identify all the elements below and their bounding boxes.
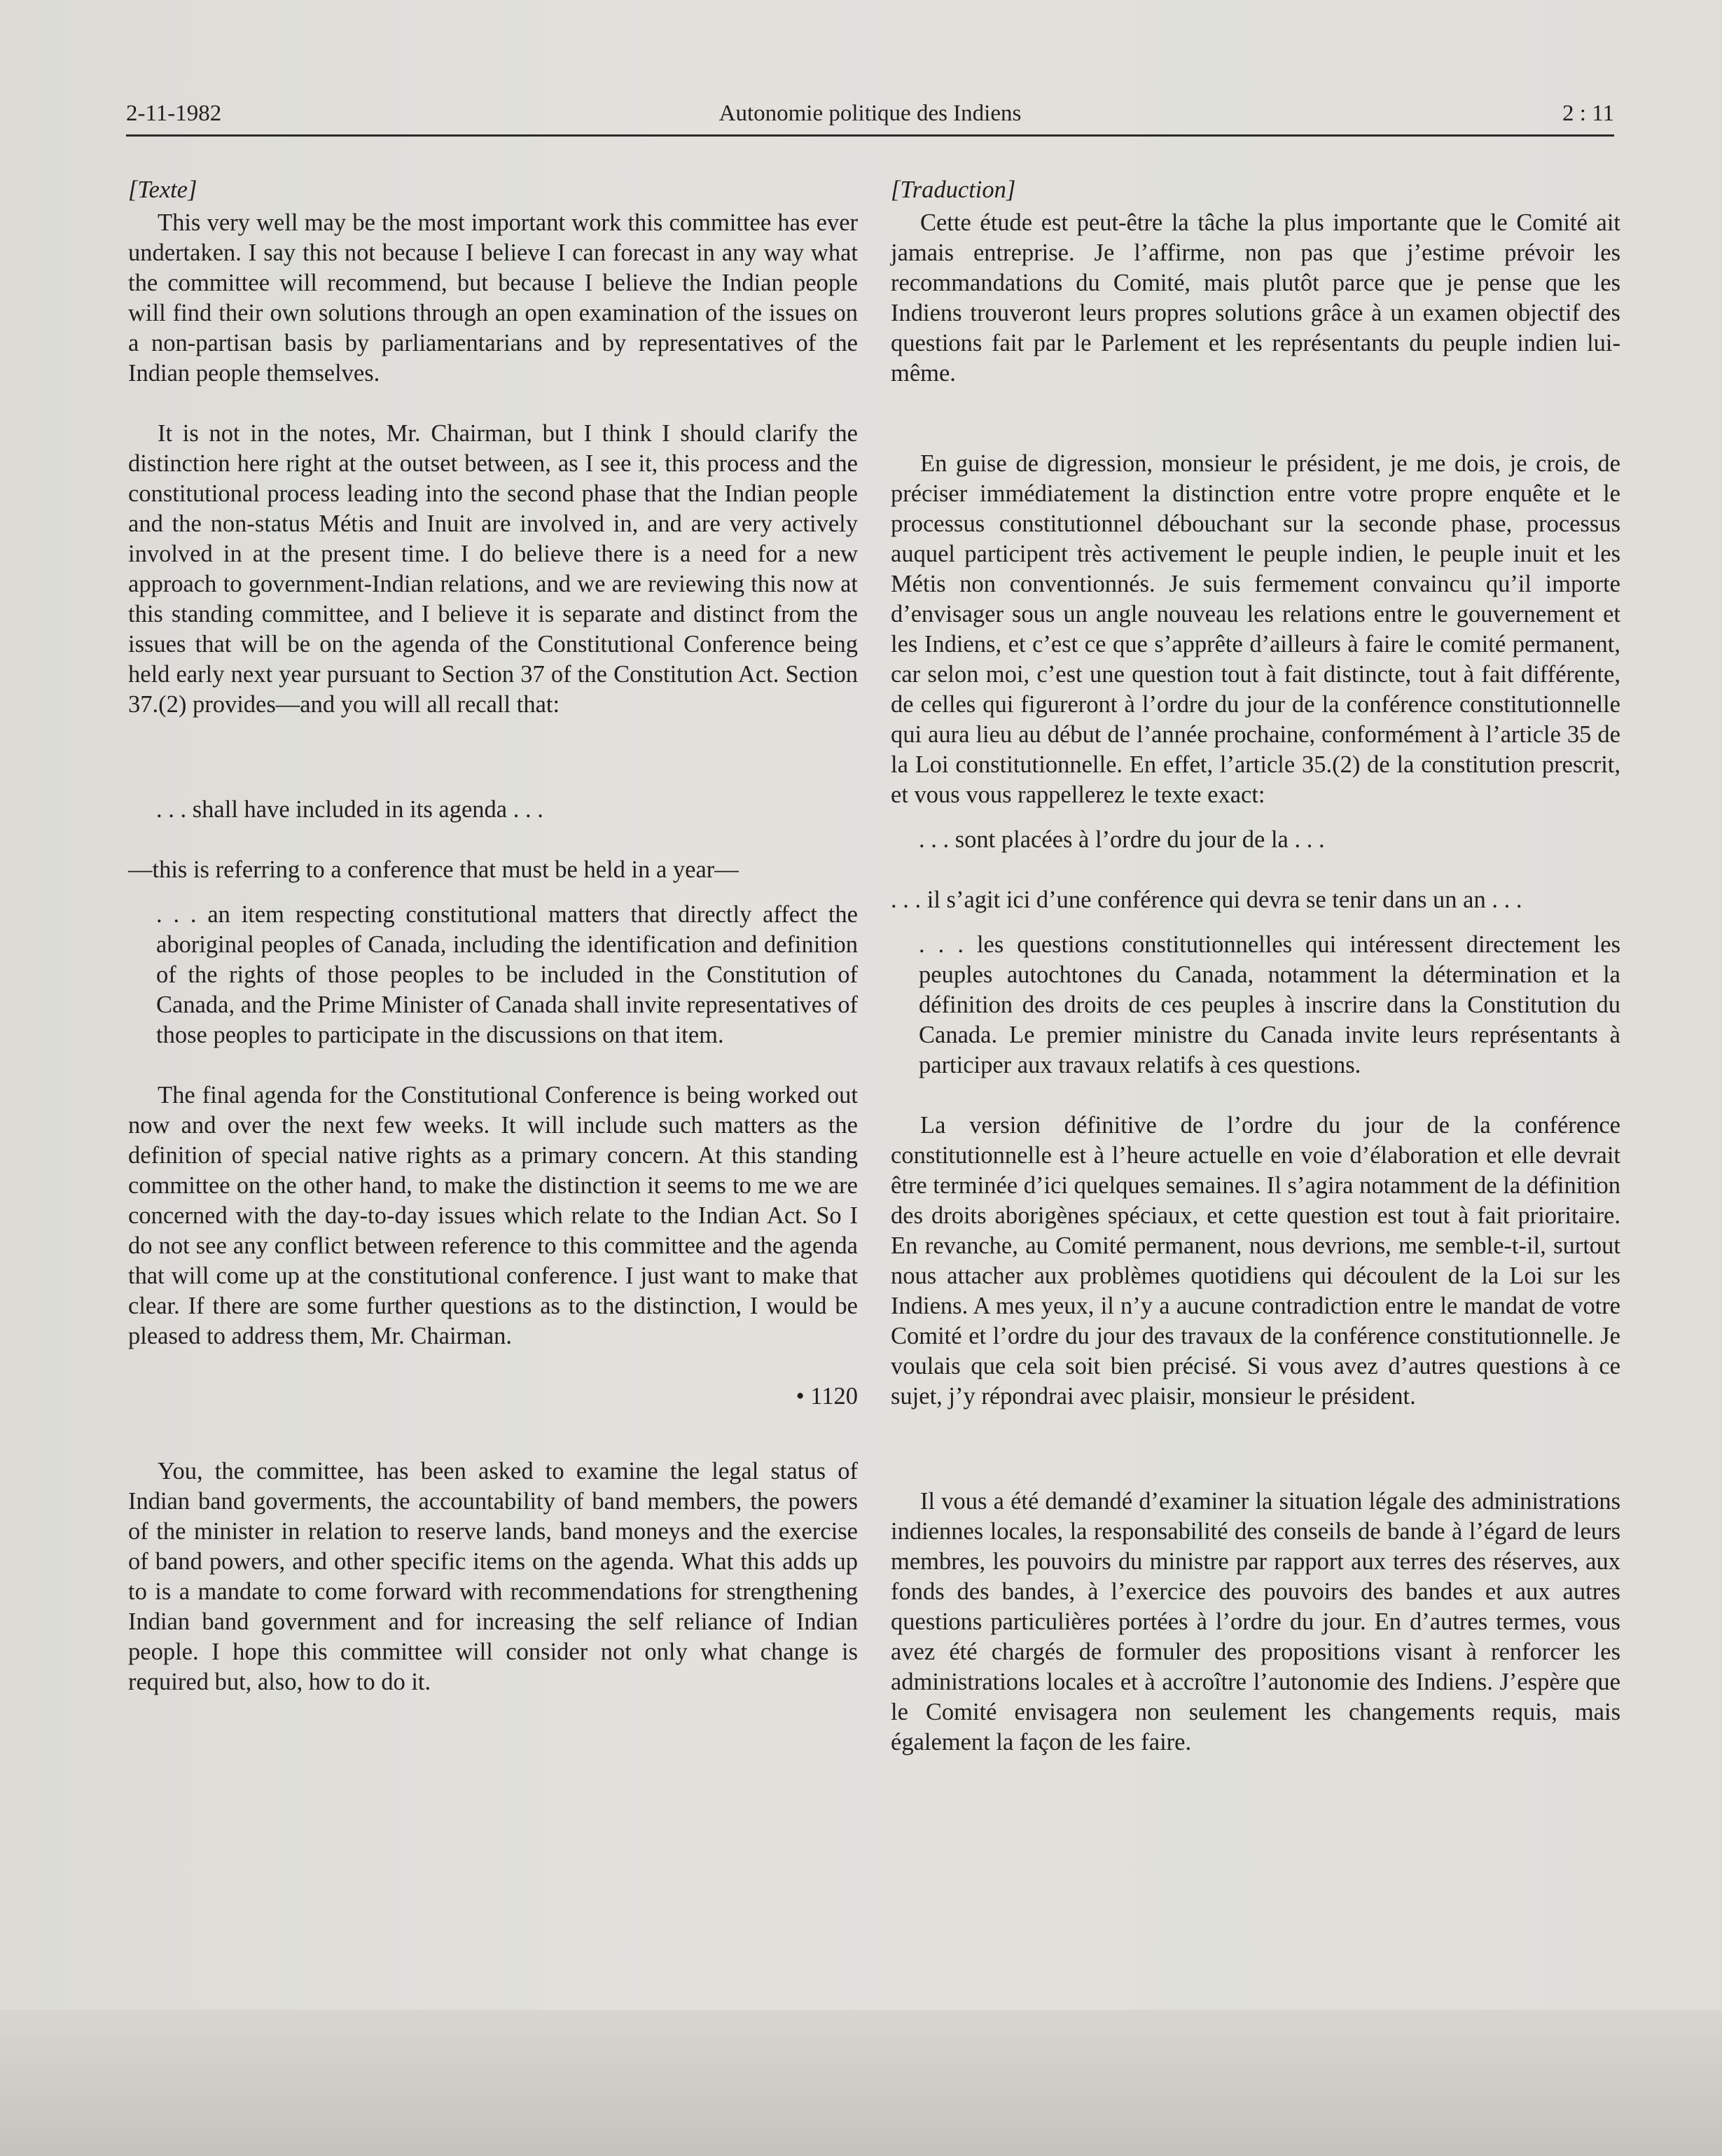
header-date: 2-11-1982: [126, 101, 222, 126]
french-quote-1: . . . sont placées à l’ordre du jour de la . . .: [919, 826, 1325, 853]
french-paragraph-2: En guise de digression, monsieur le président, je me dois, je crois, de préciser immédiatement la distinction entre votre propre enquête et le processus constitutionnel débouchant sur la seconde phase, processus auquel participent très activement le peuple indien, le peuple inuit et les Métis non conventionnés. Je suis fermement convaincu qu’il importe d’envisager sous un angle nouveau les relations entre le gouvernement et les Indiens, et c’est ce que s’apprête d’ailleurs à faire le comité permanent, car selon moi, c’est une question tout à fait distincte, tout à fait différente, de celles qui figureront à l’ordre du jour de la conférence constitutionnelle qui aura lieu au début de l’année prochaine, conformément à l’article 35 de la Loi constitutionnelle. En effet, l’article 35.(2) de la constitution prescrit, et vous vous rappellerez le texte exact:: [891, 450, 1620, 808]
french-paragraph-4: La version définitive de l’ordre du jour de la conférence constitutionnelle est à l’heure actuelle en voie d’élaboration et elle devrait être terminée d’ici quelques semaines. Il s’agira notamment de la définition des droits aborigènes spéciaux, et cette question est tout à fait prioritaire. En revanche, au Comité permanent, nous devrions, me semble-t-il, surtout nous attacher aux problèmes quotidiens qui découlent de la Loi sur les Indiens. A mes yeux, il n’y a aucune contradiction entre le mandat de votre Comité et l’ordre du jour des travaux de la conférence constitutionnelle. Je voulais que cela soit bien précisé. Si vous avez d’autres questions à ce sujet, j’y répondrai avec plaisir, monsieur le président.: [891, 1112, 1620, 1410]
english-paragraph-1: This very well may be the most important work this committee has ever undertaken. I say this not because I believe I can forecast in any way what the committee will recommend, but because I believe the Indian people will find their own solutions through an open examination of the issues on a non-partisan basis by parliamentarians and by representatives of the Indian people themselves.: [128, 209, 858, 387]
french-paragraph-5: Il vous a été demandé d’examiner la situation légale des administrations indiennes locales, la responsabilité des conseils de bande à l’égard de leurs membres, les pouvoirs du ministre par rapport aux terres des réserves, aux fonds des bandes, à l’exercice des pouvoirs des bandes et aux autres questions particulières portées à l’ordre du jour. En d’autres termes, vous avez été chargés de formuler des propositions visant à renforcer les administrations locales et à accroître l’autonomie des Indiens. J’espère que le Comité envisagera non seulement les changements requis, mais également la façon de les faire.: [891, 1488, 1620, 1755]
english-paragraph-2: It is not in the notes, Mr. Chairman, but I think I should clarify the distinction here right at the outset between, as I see it, this process and the constitutional process leading into the second phase that the Indian people and the non-status Métis and Inuit are involved in, and are very actively involved in at the present time. I do believe there is a need for a new approach to government-Indian relations, and we are reviewing this now at this standing committee, and I believe it is separate and distinct from the issues that will be on the agenda of the Constitutional Conference being held early next year pursuant to Section 37 of the Constitution Act. Section 37.(2) provides—and you will all recall that:: [128, 420, 858, 718]
english-column: [128, 175, 858, 1697]
french-column: [891, 175, 1620, 1758]
page-header: [126, 98, 1614, 137]
english-quote-1: . . . shall have included in its agenda . . .: [156, 796, 543, 823]
header-page-number: 2 : 11: [1562, 101, 1614, 126]
english-quote-2: . . . an item respecting constitutional matters that directly affect the aboriginal peoples of Canada, including the identification and definition of the rights of those peoples to be included in the Constitution of Canada, and the Prime Minister of Canada shall invite representatives of those peoples to participate in the discussions on that item.: [156, 901, 858, 1048]
french-quote-2: . . . les questions constitutionnelles qui intéressent directement les peuples autochtones du Canada, notamment la détermination et la définition des droits de ces peuples à inscrire dans la Constitution du Canada. Le premier ministre du Canada invite leurs représentants à participer aux travaux relatifs à ces questions.: [919, 931, 1620, 1078]
time-marker: • 1120: [796, 1383, 858, 1410]
english-paragraph-5: You, the committee, has been asked to examine the legal status of Indian band goverments, the accountability of band members, the powers of the minister in relation to reserve lands, band moneys and the exercise of band powers, and other specific items on the agenda. What this adds up to is a mandate to come forward with recommendations for strengthening Indian band government and for increasing the self reliance of Indian people. I hope this committee will consider not only what change is required but, also, how to do it.: [128, 1458, 858, 1695]
page-bottom-shadow: [0, 2010, 1722, 2156]
french-paragraph-3: . . . il s’agit ici d’une conférence qui devra se tenir dans un an . . .: [891, 886, 1522, 913]
french-paragraph-1: Cette étude est peut-être la tâche la plus importante que le Comité ait jamais entreprise. Je l’affirme, non pas que j’estime prévoir les recommandations du Comité, mais plutôt parce que je pense que les Indiens trouveront leurs propres solutions grâce à un examen objectif des questions fait par le Parlement et les représentants du peuple indien lui-même.: [891, 209, 1620, 387]
english-paragraph-4: The final agenda for the Constitutional Conference is being worked out now and over the next few weeks. It will include such matters as the definition of special native rights as a primary concern. At this standing committee on the other hand, to make the distinction it seems to me we are concerned with the day-to-day issues which relate to the Indian Act. So I do not see any conflict between reference to this committee and the agenda that will come up at the constitutional conference. I just want to make that clear. If there are some further questions as to the distinction, I would be pleased to address them, Mr. Chairman.: [128, 1082, 858, 1349]
header-title: Autonomie politique des Indiens: [718, 101, 1022, 126]
english-paragraph-3: —this is referring to a conference that must be held in a year—: [128, 856, 739, 883]
english-column-tag: [Texte]: [128, 176, 197, 203]
french-column-tag: [Traduction]: [891, 176, 1016, 203]
